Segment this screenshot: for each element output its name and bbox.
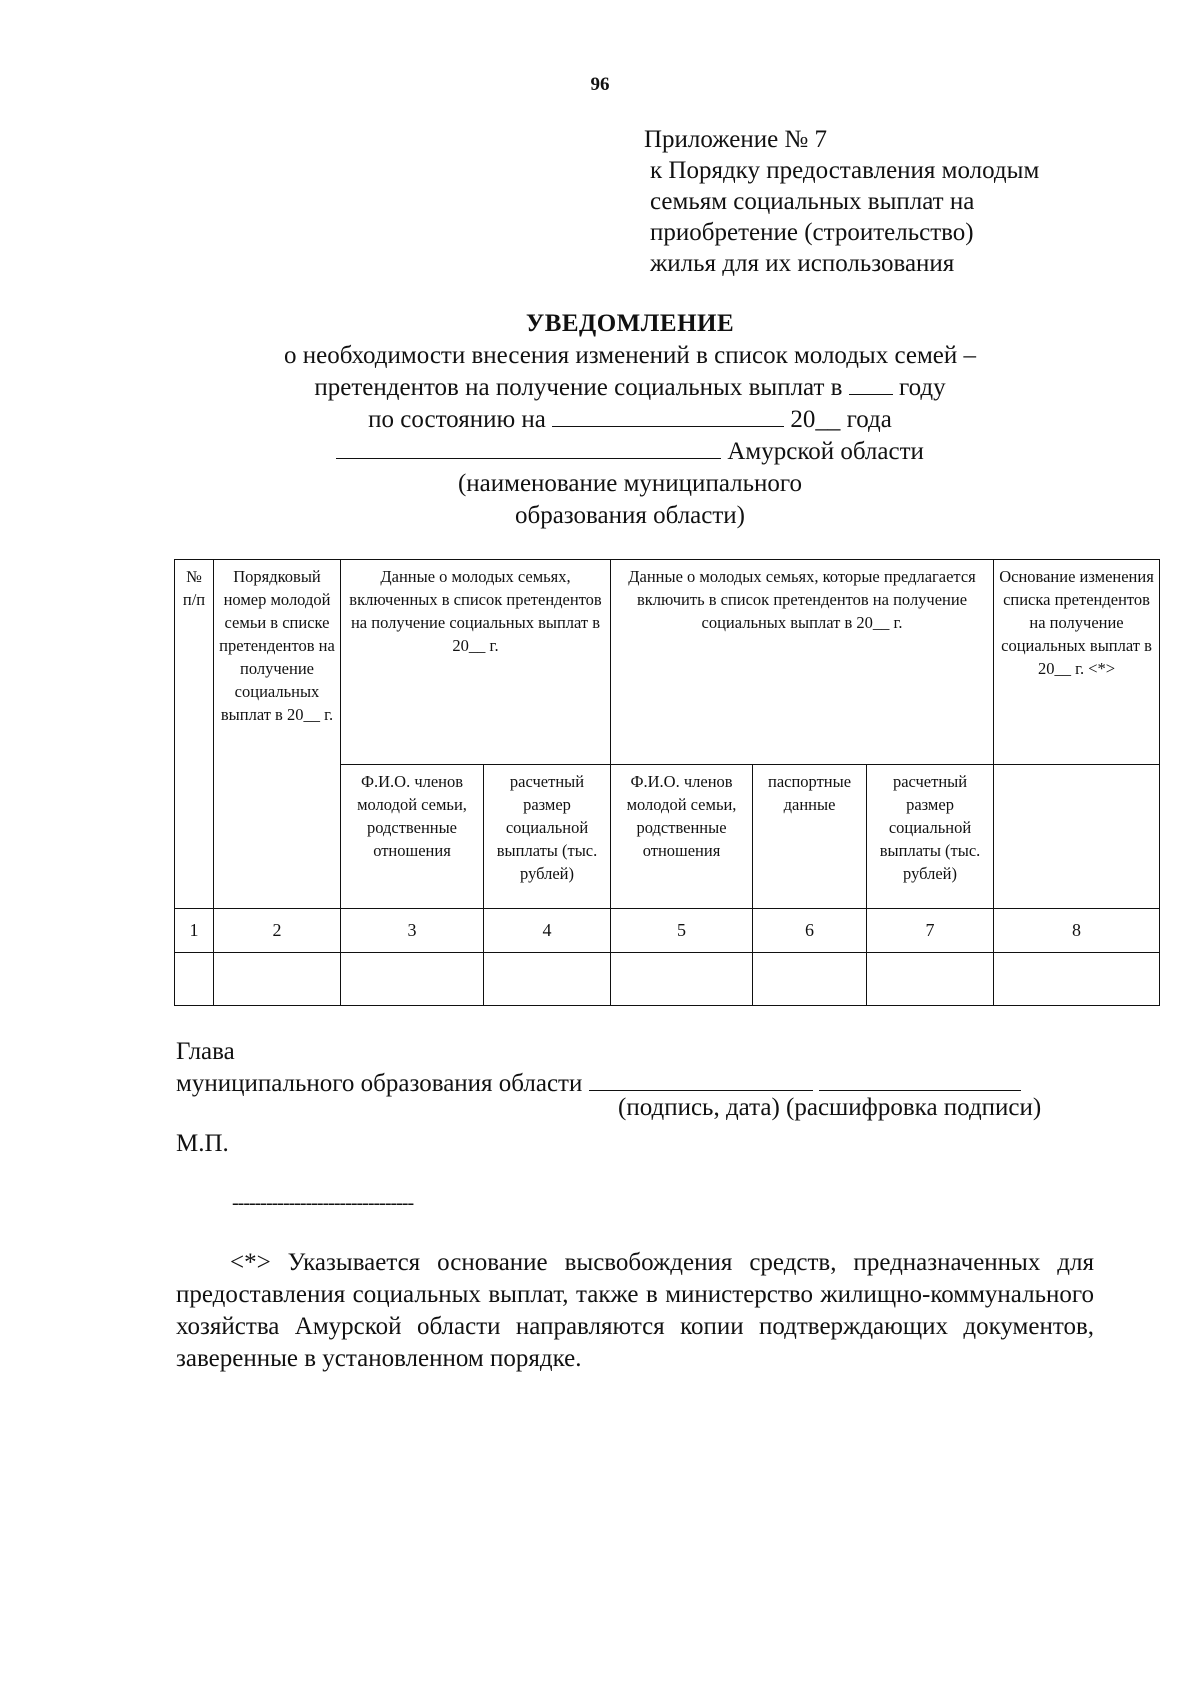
appendix-line: жилья для их использования [650,250,955,277]
date-blank-field[interactable] [552,408,784,427]
header-included-payment: расчетный размер социальной выплаты (тыс. рублей) [484,765,611,909]
signature-block [176,1036,1021,1100]
signature-decoding-field[interactable] [819,1070,1021,1091]
signature-field[interactable] [589,1070,813,1091]
signature-org-label: муниципального образования области [176,1070,583,1097]
footnote-separator: -------------------------------- [232,1192,414,1214]
empty-cell[interactable] [994,953,1160,1006]
empty-cell[interactable] [867,953,994,1006]
notice-year-label: претендентов на получение социальных выплат в [314,374,843,401]
header-change-basis: Основание изменения списка претендентов на получение социальных выплат в 20__ г. <*> [994,560,1160,765]
notice-date-label: по состоянию на [368,406,546,433]
header-included-members: Ф.И.О. членов молодой семьи, родственные отношения [341,765,484,909]
column-number: 8 [994,909,1160,953]
appendix-header [644,124,1040,279]
notice-subtitle-line2 [0,372,1200,404]
empty-cell[interactable] [484,953,611,1006]
column-number: 3 [341,909,484,953]
header-proposed-passport: паспортные данные [753,765,867,909]
column-number-row [175,909,1160,953]
appendix-line: семьям социальных выплат на [650,188,975,215]
stamp-label: М.П. [176,1130,229,1157]
notice-date-line [0,404,1200,436]
column-number: 5 [611,909,753,953]
header-proposed-payment: расчетный размер социальной выплаты (тыс. рублей) [867,765,994,909]
header-included-families: Данные о молодых семьях, включенных в список претендентов на получение социальных выплат в 20__ г. [341,560,611,765]
signature-hint: (подпись, дата) (расшифровка подписи) [618,1094,1042,1121]
notice-region: Амурской области [727,438,924,465]
empty-cell[interactable] [175,953,214,1006]
notice-title-block [0,308,1200,532]
empty-cell[interactable] [611,953,753,1006]
column-number: 2 [214,909,341,953]
year-blank-field[interactable] [849,376,893,395]
empty-cell[interactable] [341,953,484,1006]
municipality-hint: образования области) [514,502,746,529]
header-proposed-members: Ф.И.О. членов молодой семьи, родственные отношения [611,765,753,909]
header-proposed-families: Данные о молодых семьях, которые предлагается включить в список претендентов на получение социальных выплат в 20__ г. [611,560,994,765]
notice-municipality-line [0,436,1200,468]
column-number: 6 [753,909,867,953]
page-number: 96 [590,74,610,95]
header-row-number: № п/п [175,560,214,909]
header-family-order-number: Порядковый номер молодой семьи в списке претендентов на получение социальных выплат в 20__ г. [214,560,341,909]
notice-year-suffix: году [898,374,946,401]
municipality-blank-field[interactable] [336,440,721,459]
column-number: 4 [484,909,611,953]
signature-head-label: Глава [176,1038,235,1065]
table-row [175,953,1160,1006]
appendix-title: Приложение № 7 [644,126,828,153]
appendix-line: приобретение (строительство) [650,219,974,246]
appendix-line: к Порядку предоставления молодым [650,157,1040,184]
column-number: 1 [175,909,214,953]
municipality-hint: (наименование муниципального [457,470,803,497]
empty-cell[interactable] [214,953,341,1006]
header-change-basis-empty [994,765,1160,909]
document-title: УВЕДОМЛЕНИЕ [525,310,735,337]
column-number: 7 [867,909,994,953]
empty-cell[interactable] [753,953,867,1006]
notice-subtitle-line1: о необходимости внесения изменений в список молодых семей – [283,342,977,369]
footnote-text: <*> Указывается основание высвобождения средств, предназначенных для предоставления социальных выплат, также в министерство жилищно-коммунального хозяйства Амурской области направляются копии подтверждающих документов, заверенные в установленном порядке. [176,1249,1094,1372]
notice-date-suffix: 20__ года [790,406,892,433]
changes-table [174,559,1160,1006]
